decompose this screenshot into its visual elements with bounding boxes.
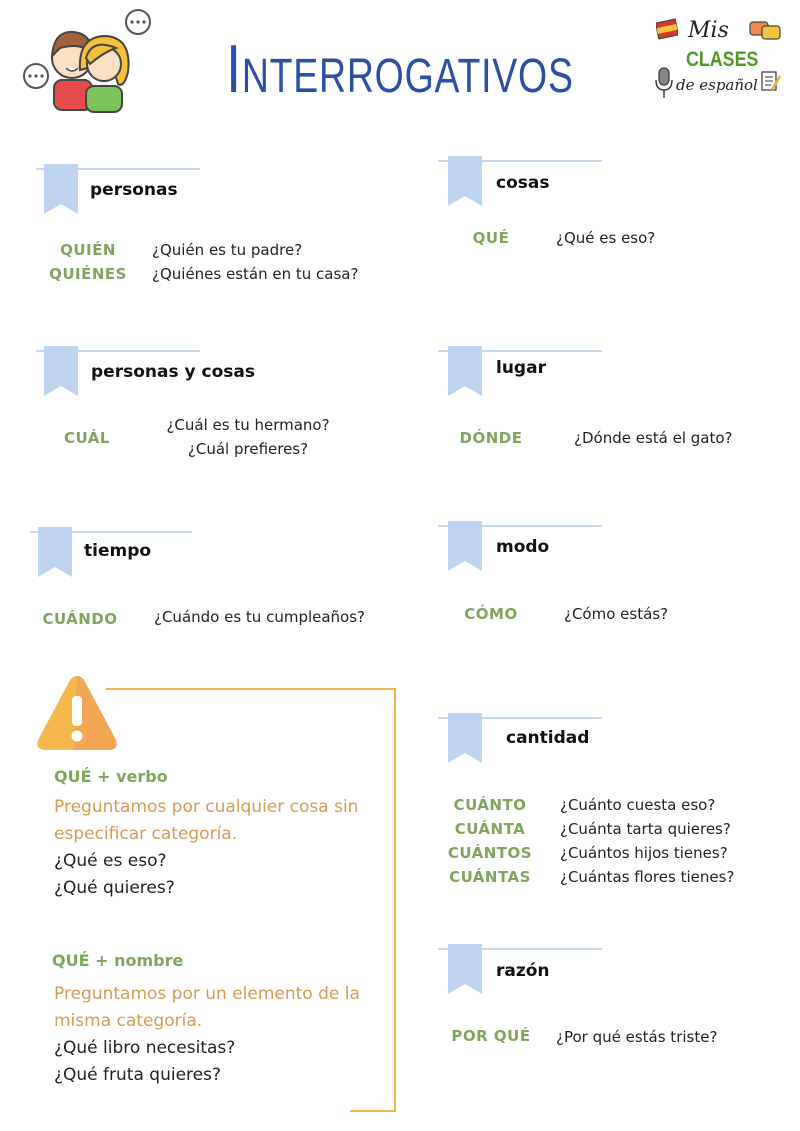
ribbon-personas <box>44 164 78 214</box>
microphone-icon <box>654 66 674 100</box>
word-cuanta: CUÁNTA <box>454 820 526 838</box>
note-desc-verbo-1: Preguntamos por cualquier cosa sin <box>54 797 359 817</box>
category-cantidad: cantidad <box>506 728 590 748</box>
example-como: ¿Cómo estás? <box>564 605 669 623</box>
note-bracket-bottom <box>350 1110 396 1112</box>
word-quienes: QUIÉNES <box>49 265 127 283</box>
note-desc-nombre-2: misma categoría. <box>54 1011 203 1031</box>
ribbon-razon <box>448 944 482 994</box>
example-por-que: ¿Por qué estás triste? <box>556 1028 718 1046</box>
logo <box>650 14 790 104</box>
ribbon-personas-y-cosas <box>44 346 78 396</box>
notepad-icon <box>760 70 782 94</box>
example-cuando: ¿Cuándo es tu cumpleaños? <box>154 608 366 626</box>
ribbon-lugar <box>448 346 482 396</box>
note-example-verbo-2: ¿Qué quieres? <box>54 878 175 898</box>
category-personas-y-cosas: personas y cosas <box>91 362 255 382</box>
note-desc-nombre-1: Preguntamos por un elemento de la <box>54 984 360 1004</box>
note-bracket-top <box>106 688 396 690</box>
logo-line1: Mis <box>688 18 729 43</box>
word-donde: DÓNDE <box>459 429 523 447</box>
example-cuantos: ¿Cuántos hijos tienes? <box>560 844 728 862</box>
example-cuanto: ¿Cuánto cuesta eso? <box>560 796 716 814</box>
category-razon: razón <box>496 961 550 981</box>
category-cosas: cosas <box>496 173 550 193</box>
speech-bubbles-icon <box>748 18 784 44</box>
example-quien: ¿Quién es tu padre? <box>152 241 303 259</box>
word-cuantos: CUÁNTOS <box>447 844 533 862</box>
note-example-nombre-1: ¿Qué libro necesitas? <box>54 1038 236 1058</box>
note-example-verbo-1: ¿Qué es eso? <box>54 851 167 871</box>
ribbon-tiempo <box>38 527 72 577</box>
example-cual-2: ¿Cuál prefieres? <box>187 440 309 458</box>
word-cuantas: CUÁNTAS <box>449 868 531 886</box>
example-cuanta: ¿Cuánta tarta quieres? <box>560 820 731 838</box>
word-como: CÓMO <box>464 605 518 623</box>
example-donde: ¿Dónde está el gato? <box>574 429 733 447</box>
example-cuantas: ¿Cuántas flores tienes? <box>560 868 735 886</box>
category-personas: personas <box>90 180 178 200</box>
word-que: QUÉ <box>472 229 510 247</box>
word-cual: CUÁL <box>64 429 110 447</box>
example-que: ¿Qué es eso? <box>556 229 656 247</box>
page-title: Interrogativos <box>226 31 574 107</box>
ribbon-cosas <box>448 156 482 206</box>
category-tiempo: tiempo <box>84 541 152 561</box>
example-cual-1: ¿Cuál es tu hermano? <box>166 416 330 434</box>
note-desc-verbo-2: especificar categoría. <box>54 824 238 844</box>
ribbon-modo <box>448 521 482 571</box>
warning-triangle-icon <box>34 672 120 754</box>
ribbon-cantidad <box>448 713 482 763</box>
note-example-nombre-2: ¿Qué fruta quieres? <box>54 1065 221 1085</box>
word-quien: QUIÉN <box>60 241 116 259</box>
word-por-que: POR QUÉ <box>451 1027 531 1045</box>
spain-flag-icon <box>656 18 678 40</box>
word-cuanto: CUÁNTO <box>453 796 527 814</box>
category-modo: modo <box>496 537 550 557</box>
note-heading-nombre: QUÉ + nombre <box>52 951 184 970</box>
word-cuando: CUÁNDO <box>42 610 118 628</box>
logo-line3: de español <box>676 76 758 94</box>
example-quienes: ¿Quiénes están en tu casa? <box>152 265 359 283</box>
note-bracket-right <box>394 688 396 1112</box>
note-heading-verbo: QUÉ + verbo <box>54 767 168 786</box>
category-lugar: lugar <box>496 358 546 378</box>
logo-line2: CLASES <box>686 48 759 71</box>
